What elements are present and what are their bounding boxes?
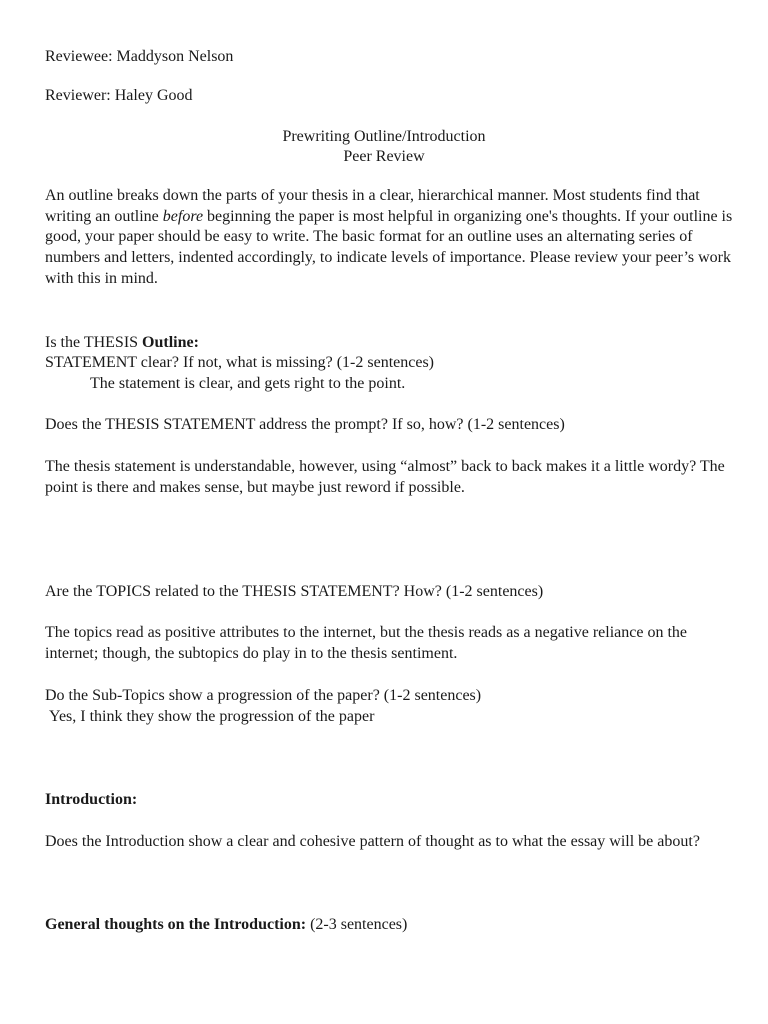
general-thoughts-bold: General thoughts on the Introduction: xyxy=(45,916,307,933)
general-thoughts-rest: (2-3 sentences) xyxy=(306,916,408,933)
introduction-question: Does the Introduction show a clear and cohesive pattern of thought as to what the essay will be about? xyxy=(45,833,700,850)
reviewer-line xyxy=(45,86,193,106)
q3-question: Are the TOPICS related to the THESIS STATEMENT? How? (1-2 sentences) xyxy=(45,583,544,600)
intro-paragraph xyxy=(45,186,735,290)
q1-outline-bold: Outline: xyxy=(142,334,199,351)
q1-answer: The statement is clear, and gets right to the point. xyxy=(90,375,406,392)
reviewee-line xyxy=(45,47,233,67)
q4-question: Do the Sub-Topics show a progression of the paper? (1-2 sentences) xyxy=(45,687,482,704)
document-subtitle: Peer Review xyxy=(343,148,425,165)
q2-answer: The thesis statement is understandable, however, using “almost” back to back makes it a little wordy? The point is there and makes sense, but maybe just reword if possible. xyxy=(45,458,725,496)
reviewer-label: Reviewer: xyxy=(45,87,111,104)
q1-line1 xyxy=(45,333,199,353)
reviewee-label: Reviewee: xyxy=(45,48,113,65)
general-thoughts-line xyxy=(45,915,407,935)
q3-answer: The topics read as positive attributes to the internet, but the thesis reads as a negative reliance on the internet; though, the subtopics do play in to the thesis sentiment. xyxy=(45,624,688,662)
q1-line2: STATEMENT clear? If not, what is missing? (1-2 sentences) xyxy=(45,354,434,371)
q1-prefix: Is the THESIS xyxy=(45,334,143,351)
q2-question: Does the THESIS STATEMENT address the prompt? If so, how? (1-2 sentences) xyxy=(45,416,565,433)
intro-text-part2: beginning the paper is most helpful in organizing one's thoughts. If your outline is good, your paper should be easy to write. The basic format for an outline uses an alternating series of numbers and letters, indented accordingly, to indicate levels of importance. Please review your peer’s work with this in mind. xyxy=(45,207,733,287)
reviewer-name: Haley Good xyxy=(114,87,193,104)
introduction-heading xyxy=(45,790,137,810)
introduction-heading-text: Introduction: xyxy=(45,791,138,808)
document-title: Prewriting Outline/Introduction xyxy=(282,128,486,145)
intro-text-part1: An outline breaks down the parts of your thesis in a clear, hierarchical manner. Most students find that writing an outline xyxy=(45,187,700,225)
reviewee-name: Maddyson Nelson xyxy=(116,48,234,65)
intro-emphasis: before xyxy=(162,207,204,225)
q4-answer: Yes, I think they show the progression of the paper xyxy=(49,708,375,725)
